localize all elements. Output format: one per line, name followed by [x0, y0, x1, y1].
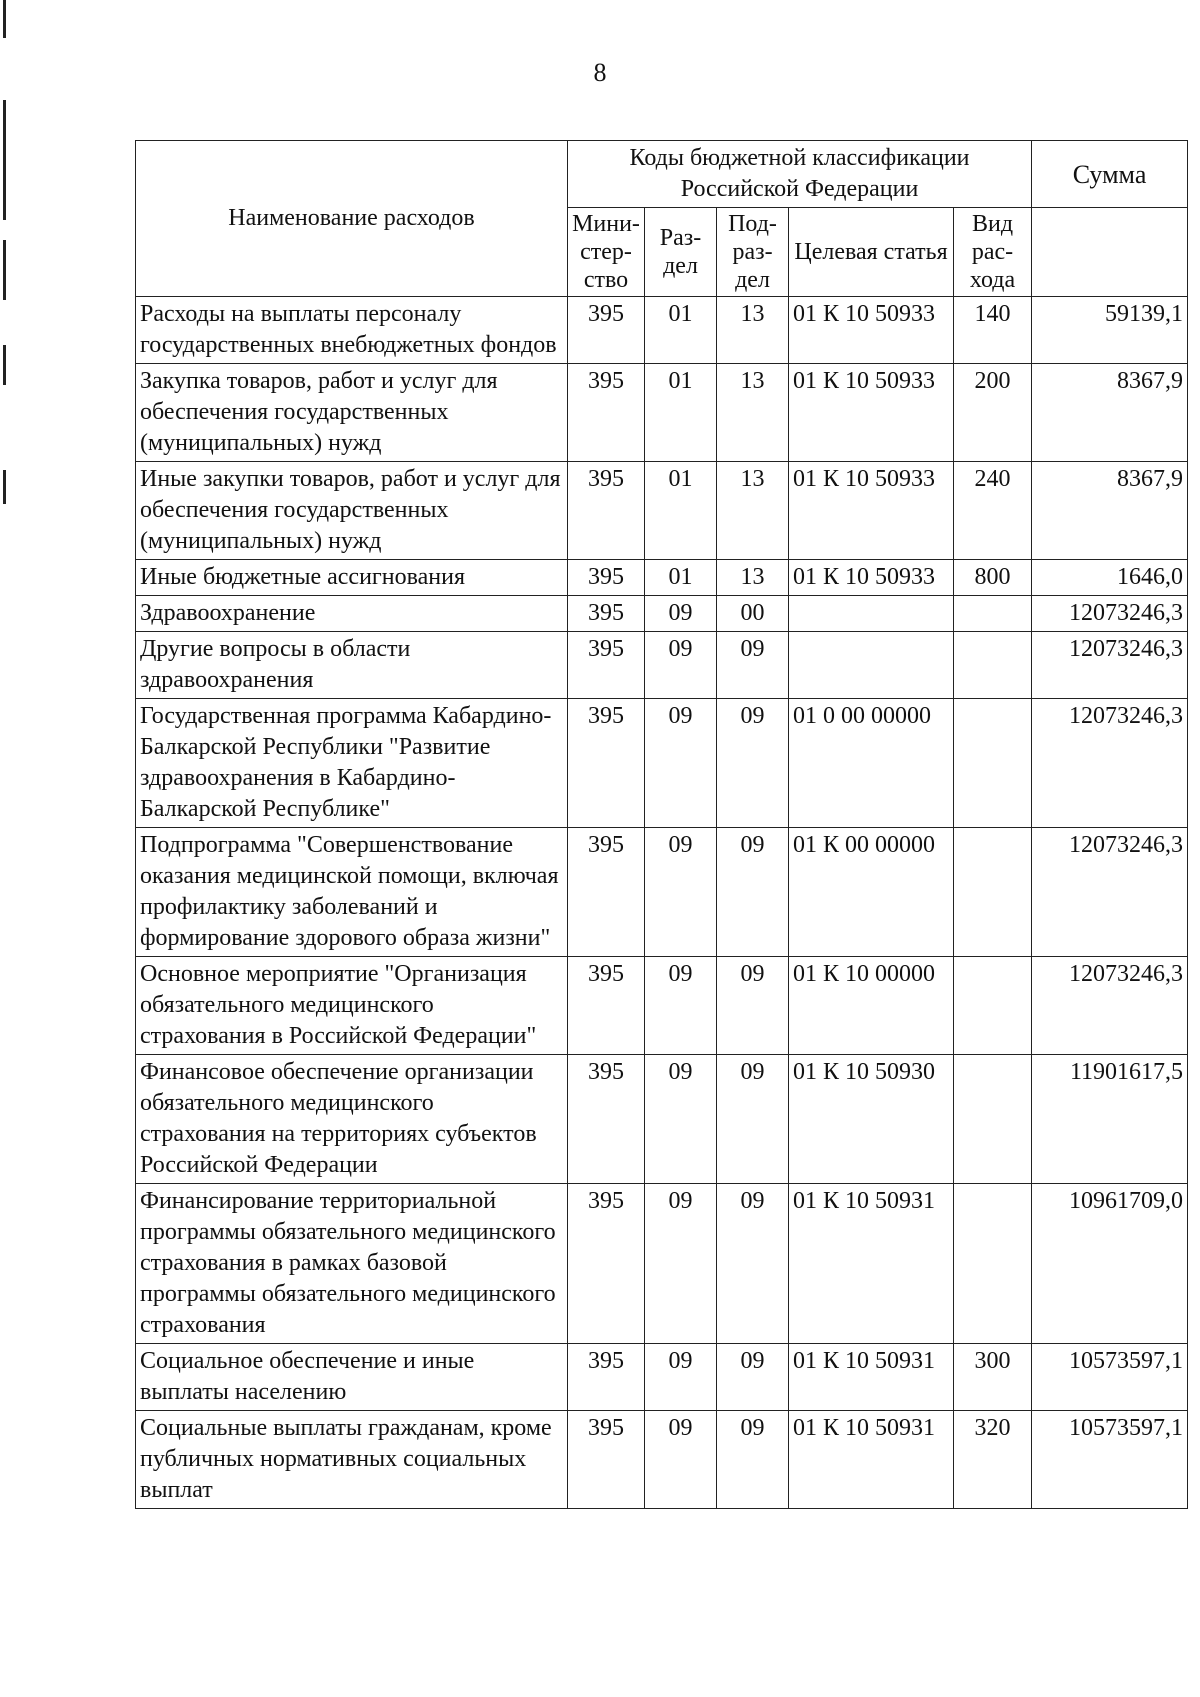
table-row: [136, 828, 1188, 957]
row-type: [954, 1055, 1032, 1184]
row-target: 01 К 10 50931: [789, 1411, 954, 1509]
header-subsection: Под-раз-дел: [717, 208, 789, 297]
table-row: [136, 1055, 1188, 1184]
row-name: Расходы на выплаты персоналу государственных внебюджетных фондов: [136, 297, 568, 364]
row-ministry: 395: [568, 1055, 645, 1184]
row-subsection: 09: [717, 1055, 789, 1184]
row-subsection: 13: [717, 364, 789, 462]
row-amount: 8367,9: [1032, 462, 1188, 560]
budget-table: [135, 140, 1188, 1509]
row-ministry: 395: [568, 560, 645, 596]
scan-edge-mark: [3, 240, 6, 300]
table-row: [136, 1344, 1188, 1411]
row-ministry: 395: [568, 364, 645, 462]
row-ministry: 395: [568, 699, 645, 828]
row-section: 09: [645, 1344, 717, 1411]
row-subsection: 00: [717, 596, 789, 632]
row-amount: 10573597,1: [1032, 1344, 1188, 1411]
row-section: 09: [645, 957, 717, 1055]
table-row: [136, 462, 1188, 560]
row-amount: 10961709,0: [1032, 1184, 1188, 1344]
row-ministry: 395: [568, 1184, 645, 1344]
row-name: Иные бюджетные ассигнования: [136, 560, 568, 596]
header-name: Наименование расходов: [136, 141, 568, 297]
row-subsection: 09: [717, 632, 789, 699]
row-section: 09: [645, 699, 717, 828]
row-subsection: 09: [717, 957, 789, 1055]
row-amount: 1646,0: [1032, 560, 1188, 596]
row-subsection: 09: [717, 1344, 789, 1411]
scan-edge-mark: [3, 100, 6, 220]
header-expense-type: Вид рас-хода: [954, 208, 1032, 297]
row-ministry: 395: [568, 462, 645, 560]
row-type: [954, 632, 1032, 699]
header-target-item: Целевая статья: [789, 208, 954, 297]
table-row: [136, 596, 1188, 632]
row-name: Закупка товаров, работ и услуг для обеспечения государственных (муниципальных) нужд: [136, 364, 568, 462]
header-amount-spacer: [1032, 208, 1188, 297]
row-amount: 59139,1: [1032, 297, 1188, 364]
row-section: 01: [645, 462, 717, 560]
row-amount: 12073246,3: [1032, 957, 1188, 1055]
row-name: Другие вопросы в области здравоохранения: [136, 632, 568, 699]
row-type: [954, 699, 1032, 828]
row-section: 09: [645, 1184, 717, 1344]
row-name: Основное мероприятие "Организация обязательного медицинского страхования в Российской Федерации": [136, 957, 568, 1055]
row-target: [789, 632, 954, 699]
row-target: [789, 596, 954, 632]
row-target: 01 К 10 50930: [789, 1055, 954, 1184]
header-codes-group: Коды бюджетной классификации Российской Федерации: [568, 141, 1032, 208]
row-amount: 12073246,3: [1032, 632, 1188, 699]
row-type: 300: [954, 1344, 1032, 1411]
row-target: 01 К 10 00000: [789, 957, 954, 1055]
row-section: 09: [645, 632, 717, 699]
table-row: [136, 699, 1188, 828]
row-target: 01 0 00 00000: [789, 699, 954, 828]
row-subsection: 13: [717, 560, 789, 596]
row-amount: 8367,9: [1032, 364, 1188, 462]
row-name: Государственная программа Кабардино-Балкарской Республики "Развитие здравоохранения в Кабардино-Балкарской Республике": [136, 699, 568, 828]
row-ministry: 395: [568, 632, 645, 699]
table-row: [136, 1411, 1188, 1509]
row-section: 09: [645, 828, 717, 957]
row-name: Социальные выплаты гражданам, кроме публичных нормативных социальных выплат: [136, 1411, 568, 1509]
row-ministry: 395: [568, 957, 645, 1055]
row-target: 01 К 10 50931: [789, 1344, 954, 1411]
row-type: 320: [954, 1411, 1032, 1509]
row-section: 01: [645, 297, 717, 364]
row-name: Финансирование территориальной программы обязательного медицинского страхования в рамках базовой программы обязательного медицинского страхования: [136, 1184, 568, 1344]
table-row: [136, 957, 1188, 1055]
row-type: [954, 957, 1032, 1055]
row-name: Иные закупки товаров, работ и услуг для обеспечения государственных (муниципальных) нужд: [136, 462, 568, 560]
scan-edge-mark: [3, 470, 6, 504]
header-ministry: Мини-стер-ство: [568, 208, 645, 297]
row-target: 01 К 10 50933: [789, 297, 954, 364]
row-name: Социальное обеспечение и иные выплаты населению: [136, 1344, 568, 1411]
row-subsection: 09: [717, 828, 789, 957]
table-row: [136, 560, 1188, 596]
row-ministry: 395: [568, 297, 645, 364]
row-subsection: 13: [717, 297, 789, 364]
row-amount: 12073246,3: [1032, 596, 1188, 632]
row-section: 01: [645, 364, 717, 462]
table-row: [136, 632, 1188, 699]
row-ministry: 395: [568, 1344, 645, 1411]
row-type: 240: [954, 462, 1032, 560]
row-subsection: 09: [717, 699, 789, 828]
row-type: 800: [954, 560, 1032, 596]
row-ministry: 395: [568, 1411, 645, 1509]
table-body: [136, 297, 1188, 1509]
row-subsection: 09: [717, 1411, 789, 1509]
row-subsection: 13: [717, 462, 789, 560]
header-section: Раз-дел: [645, 208, 717, 297]
row-amount: 10573597,1: [1032, 1411, 1188, 1509]
row-type: [954, 1184, 1032, 1344]
row-target: 01 К 10 50931: [789, 1184, 954, 1344]
row-target: 01 К 10 50933: [789, 462, 954, 560]
row-name: Финансовое обеспечение организации обязательного медицинского страхования на территориях субъектов Российской Федерации: [136, 1055, 568, 1184]
row-section: 09: [645, 1055, 717, 1184]
row-amount: 12073246,3: [1032, 828, 1188, 957]
row-ministry: 395: [568, 828, 645, 957]
header-amount: Сумма: [1032, 141, 1188, 208]
page-number: 8: [593, 58, 607, 87]
row-name: Здравоохранение: [136, 596, 568, 632]
row-type: 140: [954, 297, 1032, 364]
row-name: Подпрограмма "Совершенствование оказания медицинской помощи, включая профилактику заболеваний и формирование здорового образа жизни": [136, 828, 568, 957]
header-row-top: [136, 141, 1188, 208]
row-type: [954, 596, 1032, 632]
row-section: 01: [645, 560, 717, 596]
row-type: 200: [954, 364, 1032, 462]
scan-edge-mark: [3, 345, 6, 385]
row-subsection: 09: [717, 1184, 789, 1344]
row-amount: 11901617,5: [1032, 1055, 1188, 1184]
row-section: 09: [645, 596, 717, 632]
row-amount: 12073246,3: [1032, 699, 1188, 828]
row-target: 01 К 10 50933: [789, 364, 954, 462]
row-ministry: 395: [568, 596, 645, 632]
row-target: 01 К 10 50933: [789, 560, 954, 596]
scan-edge-mark: [3, 0, 6, 38]
table-row: [136, 1184, 1188, 1344]
table-row: [136, 297, 1188, 364]
row-section: 09: [645, 1411, 717, 1509]
table-row: [136, 364, 1188, 462]
row-type: [954, 828, 1032, 957]
row-target: 01 К 00 00000: [789, 828, 954, 957]
